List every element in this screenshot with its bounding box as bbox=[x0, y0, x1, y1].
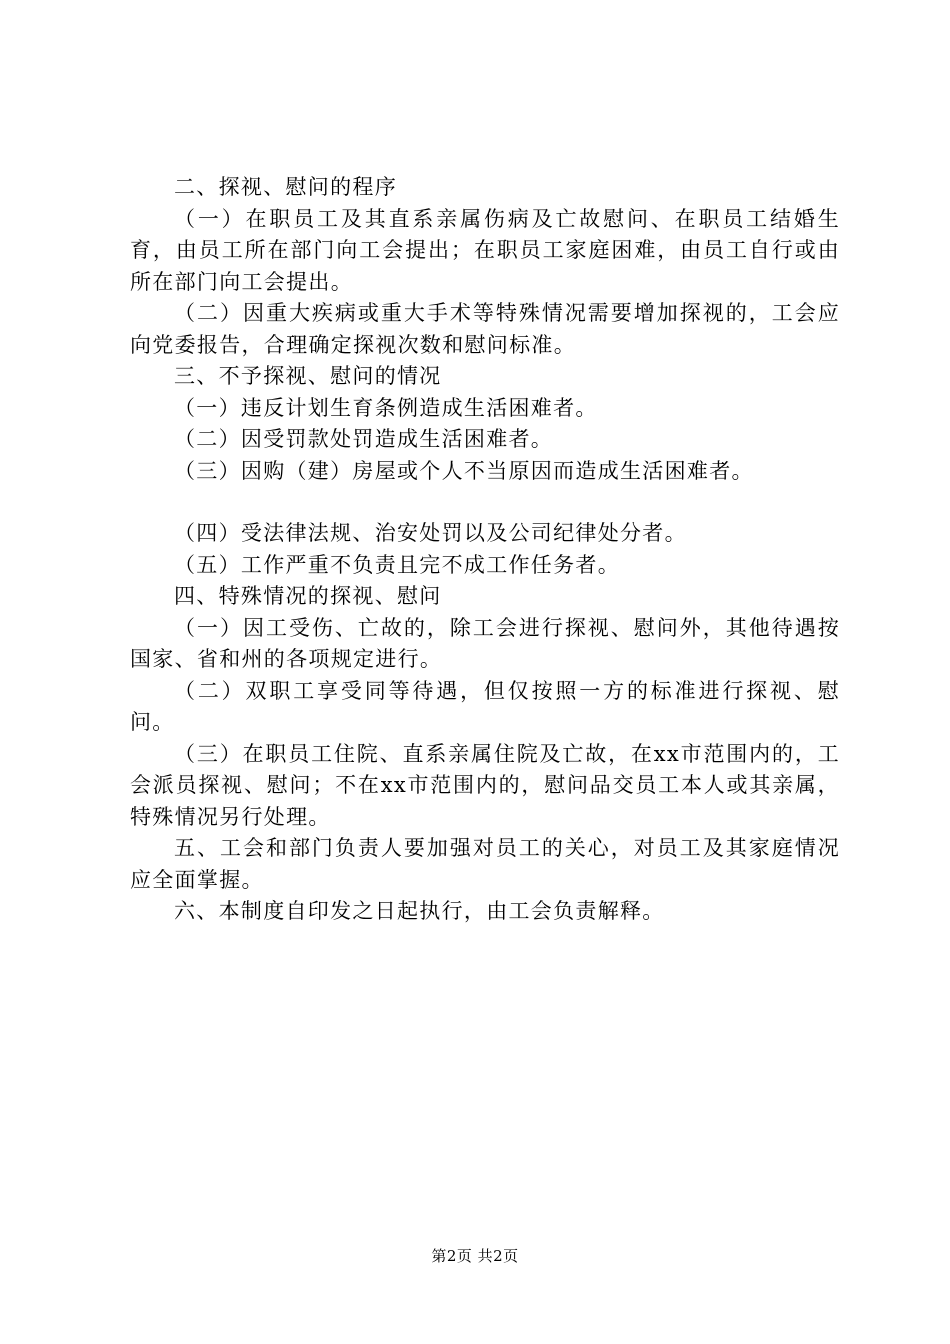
paragraph: （三）在职员工住院、直系亲属住院及亡故，在xx市范围内的，工会派员探视、慰问；不在xx市范围内的，慰问品交员工本人或其亲属，特殊情况另行处理。 bbox=[130, 741, 840, 829]
paragraph: （一）在职员工及其直系亲属伤病及亡故慰问、在职员工结婚生育，由员工所在部门向工会提出；在职员工家庭困难，由员工自行或由所在部门向工会提出。 bbox=[130, 206, 840, 294]
page-footer: 第2页 共2页 bbox=[431, 1247, 519, 1265]
paragraph: （四）受法律法规、治安处罚以及公司纪律处分者。 bbox=[174, 521, 687, 545]
section-paragraph-six: 六、本制度自印发之日起执行，由工会负责解释。 bbox=[174, 899, 665, 923]
section-heading-procedure: 二、探视、慰问的程序 bbox=[174, 175, 397, 199]
paragraph: （一）因工受伤、亡故的，除工会进行探视、慰问外，其他待遇按国家、省和州的各项规定进行。 bbox=[130, 615, 840, 671]
paragraph: （三）因购（建）房屋或个人不当原因而造成生活困难者。 bbox=[174, 458, 754, 483]
paragraph: （一）违反计划生育条例造成生活困难者。 bbox=[174, 395, 598, 420]
paragraph: （二）双职工享受同等待遇，但仅按照一方的标准进行探视、慰问。 bbox=[130, 678, 840, 734]
document-body bbox=[130, 172, 840, 928]
paragraph: （二）因重大疾病或重大手术等特殊情况需要增加探视的，工会应向党委报告，合理确定探视次数和慰问标准。 bbox=[130, 301, 840, 357]
paragraph: （五）工作严重不负责且完不成工作任务者。 bbox=[174, 552, 620, 577]
section-heading-special: 四、特殊情况的探视、慰问 bbox=[174, 584, 442, 608]
paragraph: （二）因受罚款处罚造成生活困难者。 bbox=[174, 427, 554, 451]
section-paragraph-five: 五、工会和部门负责人要加强对员工的关心，对员工及其家庭情况应全面掌握。 bbox=[130, 836, 840, 892]
section-heading-exclusions: 三、不予探视、慰问的情况 bbox=[174, 364, 442, 388]
